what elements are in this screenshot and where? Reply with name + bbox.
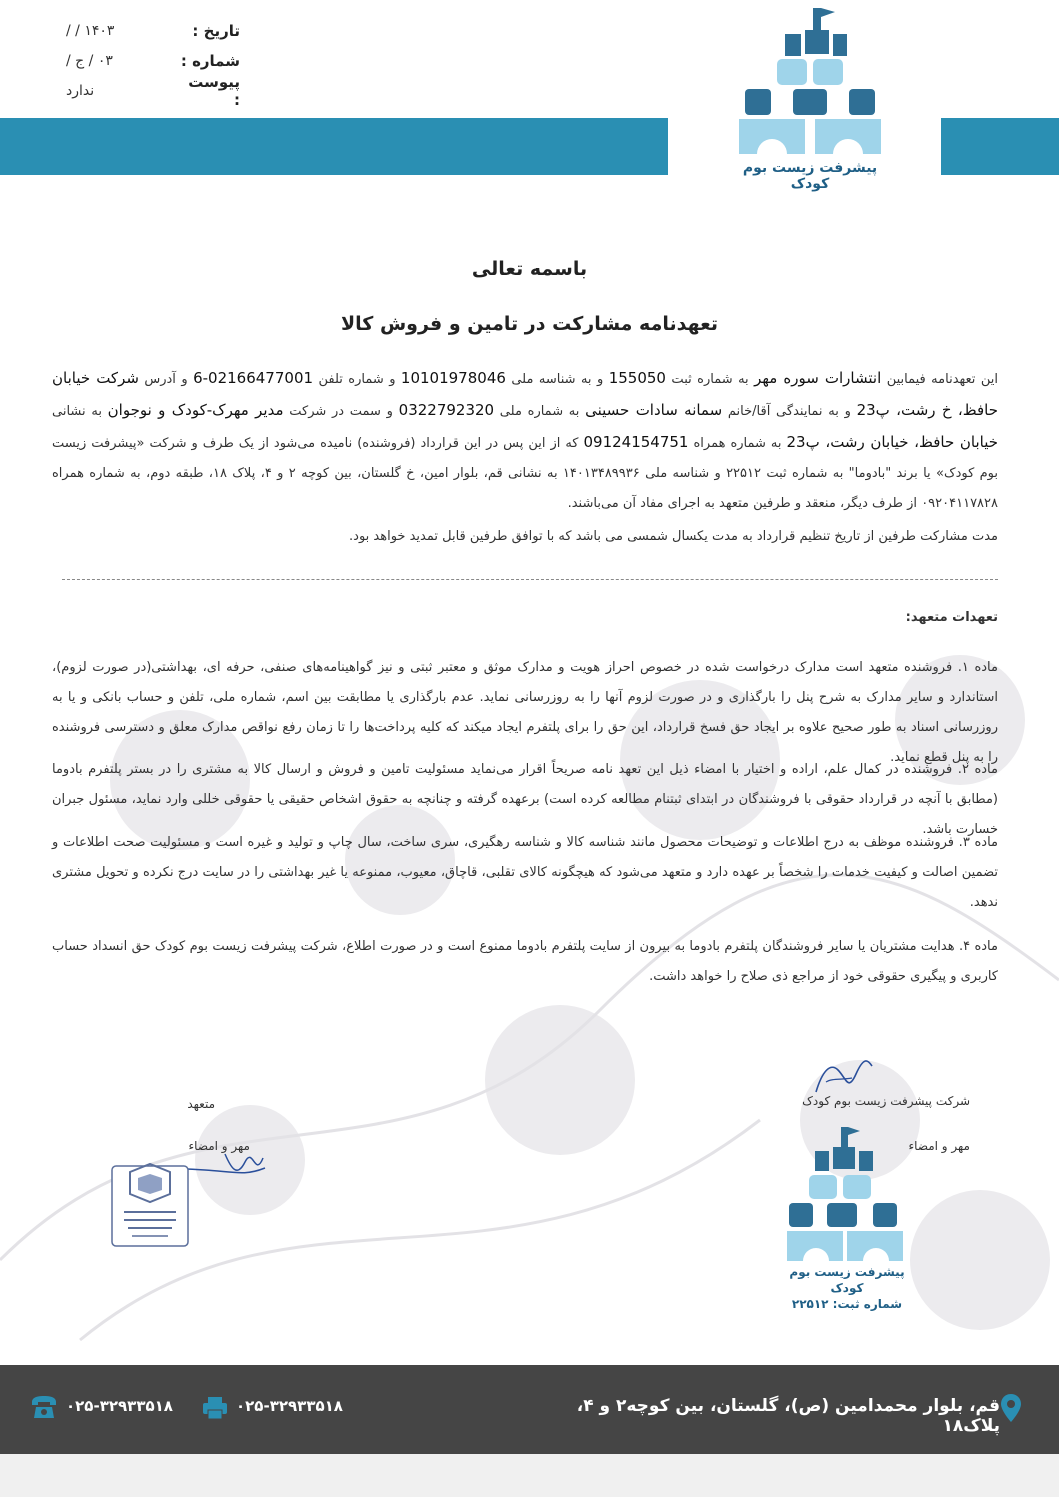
company-logo [735,4,885,184]
company-stamp-reg: شماره ثبت: ۲۲۵۱۲ [791,1297,903,1311]
header-band-right [941,118,1059,175]
company-stamp-name: پیشرفت زیست بوم کودک [789,1265,905,1295]
address: شرکت خیابان حافظ، خ رشت، پ23 [52,369,998,419]
header [0,0,1059,190]
intro-text-1: این تعهدنامه فیمابین [881,372,998,387]
fax-icon [203,1397,227,1419]
duration-clause: مدت مشارکت طرفین از تاریخ تنظیم قرارداد به مدت یکسال شمسی می باشد که با توافق طرفین قابل تمدید خواهد بود. [349,529,998,544]
representative-position: مدیر مهرک-کودک و نوجوان [107,401,284,419]
intro-text-3: و به شناسه ملی [505,372,609,387]
article-4: ماده ۴. هدایت مشتریان یا سایر فروشندگان پلتفرم بادوما به بیرون از سایت پلتفرم بادوما ممنوع است و در صورت اطلاع، شرکت پیشرفت زیست بوم کودک حق انسداد حساب کاربری و پیگیری حقوقی خود از مراجع ذی صلاح را خواهد داشت. [52,939,998,984]
representative-name: سمانه سادات حسینی [585,401,723,419]
footer-strip [0,1454,1059,1497]
footer-fax-number: ۰۲۵-۳۲۹۳۳۵۱۸ [236,1397,343,1415]
company-signatory-line: شرکت پیشرفت زیست بوم کودک [802,1094,970,1108]
section-divider [62,579,998,580]
intro-text-11: که از این پس در این قرارداد (فروشنده) نامیده می‌شود از یک طرف و شرکت «پیشرفت زیست بوم کودک» یا برند "بادوما" به شماره ثبت ۲۲۵۱۲ و شناسه ملی ۱۴۰۱۳۴۸۹۹۳۶ به نشانی قم، بلوار امین، خ گلستان، بین کوچه ۲ و ۴، پلاک ۱۸، طبقه دوم، به شماره همراه ۰۹۲۰۴۱۱۷۸۲۸ از طرف دیگر، منعقد و طرفین متعهد به اجرای مفاد آن می‌باشند. [52,436,998,511]
company-stamp-caption [772,1264,922,1312]
number-row [60,46,240,76]
company-stamp-label: مهر و امضاء [908,1139,970,1153]
number-value: ۰۳ / ج / [66,53,113,69]
phone-number: 02166477001-6 [193,369,314,387]
date-row [60,16,240,46]
obligations-title: تعهدات متعهد: [905,610,998,625]
attachment-label: پیوست : [188,73,240,109]
representative-national-id: 0322792320 [398,401,495,419]
intro-text-2: به شماره ثبت [665,372,755,387]
attachment-row [60,73,240,109]
obligor-label: متعهد [187,1097,215,1111]
document-title: تعهدنامه مشارکت در تامین و فروش کالا [341,313,718,335]
header-band-left [0,118,668,175]
intro-text-5: و آدرس [138,372,194,387]
national-id: 10101978046 [400,369,506,387]
obligor-stamp [108,1160,192,1250]
company-name: انتشارات سوره مهر [754,369,882,387]
number-label: شماره : [180,52,240,70]
salutation: باسمه تعالی [471,258,588,280]
date-value: ۱۴۰۳ / / [66,23,115,39]
intro-text-6: و به نمایندگی آقا/خانم [722,404,857,419]
obligor-stamp-label: مهر و امضاء [188,1139,250,1153]
intro-paragraph [52,363,998,519]
phone-icon [32,1396,56,1418]
attachment-value: ندارد [66,83,95,99]
article-2: ماده ۲. فروشنده در کمال علم، اراده و اختیار با امضاء ذیل این تعهد نامه صریحاً اقرار می‌نماید مسئولیت تامین و فروش و ارسال کالا به مشتری را در بستر پلتفرم بادوما (مطابق با آنچه در قرارداد حقوقی با فروشندگان در ابتدای ثبتنام مطالعه کرده است) برعهده گرفته و چنانچه به حقوق اشخاص حقیقی یا حقوقی خللی وارد نماید، مسئول جبران خسارت باشد. [52,762,998,837]
footer-address: قم، بلوار محمدامین (ص)، گلستان، بین کوچه۲ و ۴، پلاک۱۸ [576,1396,1000,1436]
letter-meta [60,16,240,109]
intro-text-8: و سمت در شرکت [283,404,399,419]
intro-text-4: و شماره تلفن [313,372,401,387]
intro-text-9: به نشانی [52,404,108,419]
article-3: ماده ۳. فروشنده موظف به درج اطلاعات و توضیحات محصول مانند شناسه کالا و شناسه رهگیری، سری ساخت، سال چاپ و تولید و غیره است و مسئولیت صحت اطلاعات و تضمین اصالت و کیفیت خدمات را شخصاً بر عهده دارد و متعهد می‌شود که هیچگونه کالای تقلبی، قاچاق، معیوب، ممنوعه یا غیر بهداشتی را در سایت درج نکرده و تحویل مشتری ندهد. [52,835,998,910]
article-1: ماده ۱. فروشنده متعهد است مدارک درخواست شده در خصوص احراز هویت و مدارک موثق و معتبر ثبتی و نیز گواهینامه‌های صنفی، حرفه ای، بهداشتی(در صورت لزوم)، استاندارد و سایر مدارک به شرح پنل را بارگذاری و در صورت لزوم آنها را به روزرسانی نماید. عدم بارگذاری یا مطابقت بین اسم، شماره ملی، تلفن و حساب بانکی و یا به روزرسانی اسناد به طور صحیح علاوه بر ایجاد حق فسخ قرارداد، این حق را برای پلتفرم ایجاد میکند که کلیه پرداخت‌ها را تا زمان رفع نواقص مدارک معلق و دسترسی فروشنده را به پنل قطع نماید. [52,660,998,765]
intro-text-10: به شماره همراه [688,436,787,451]
footer-phone-number: ۰۲۵-۳۲۹۳۳۵۱۸ [66,1397,173,1415]
representative-mobile: 09124154751 [583,433,689,451]
location-pin-icon [1001,1394,1021,1422]
registration-number: 155050 [608,369,666,387]
intro-text-7: به شماره ملی [494,404,586,419]
logo-caption: پیشرفت زیست بوم کودک [742,160,878,192]
representative-address: خیابان حافظ، خیابان رشت، پ23 [786,433,998,451]
company-handwritten-signature [808,1052,878,1100]
date-label: تاریخ : [192,22,240,40]
